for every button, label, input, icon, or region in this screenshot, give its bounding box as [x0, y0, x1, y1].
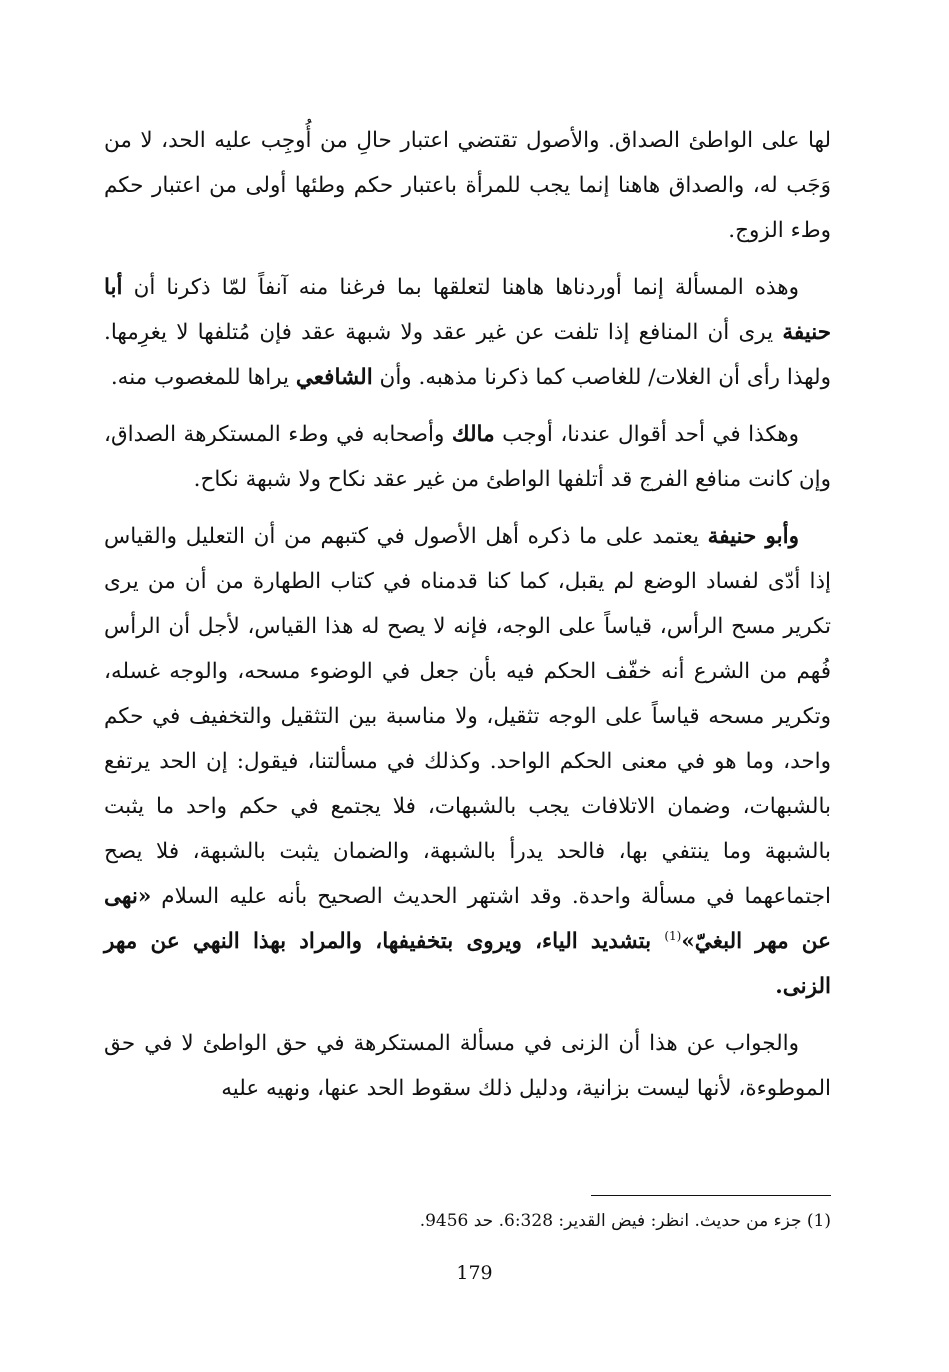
name-abu-hanifa-2: وأبو حنيفة [707, 524, 799, 549]
footnote: (1) جزء من حديث. انظر: فيض القدير: 6:328. حد 9456. [419, 1211, 831, 1231]
name-abu-hanifa: أبا حنيفة [104, 275, 831, 345]
paragraph-2-text-e: يراها للمغصوب منه. [110, 365, 296, 390]
paragraph-1-text: لها على الواطئ الصداق. والأصول تقتضي اعتبار حالِ من أُوجِب عليه الحد، لا من وَجَب له، والصداق هاهنا إنما يجب للمرأة باعتبار حكم وطئها أولى من اعتبار حكم وطء الزوج. [104, 128, 831, 243]
paragraph-1 [104, 118, 831, 253]
name-malik: مالك [451, 422, 495, 447]
paragraph-2-text-a: وهذه المسألة إنما أوردناها هاهنا لتعلقها بما فرغنا منه آنفاً لمّا ذكرنا أن [133, 275, 799, 300]
paragraph-4 [104, 514, 831, 1009]
paragraph-3-text-c: وأصحابه في وطء المستكرهة الصداق، وإن كانت منافع الفرج قد أتلفها الواطئ من غير عقد نكاح ولا شبهة نكاح. [104, 422, 831, 492]
hadith-quote: «نهى عن مهر البغيّ» [104, 884, 831, 954]
page-number: 179 [456, 1262, 493, 1284]
footnote-ref: (1) [664, 928, 682, 943]
footnote-divider [591, 1195, 831, 1196]
name-shafii: الشافعي [295, 365, 373, 390]
paragraph-3 [104, 412, 831, 502]
paragraph-5 [104, 1021, 831, 1111]
paragraph-4-bold-end: بتشديد الياء، ويروى بتخفيفها، والمراد بهذا النهي عن مهر الزنى. [104, 929, 831, 999]
page-body [104, 118, 831, 1123]
paragraph-5-text: والجواب عن هذا أن الزنى في مسألة المستكرهة في حق الواطئ لا في حق الموطوءة، لأنها ليست بزانية، ودليل ذلك سقوط الحد عنها، ونهيه عليه [104, 1031, 831, 1101]
paragraph-3-text-a: وهكذا في أحد أقوال عندنا، أوجب [494, 422, 799, 447]
paragraph-4-text-b: يعتمد على ما ذكره أهل الأصول في كتبهم من أن التعليل والقياس إذا أدّى لفساد الوضع لم يقبل، كما كنا قدمناه في كتاب الطهارة من أن من يرى تكرير مسح الرأس، قياساً على الوجه، فإنه لا يصح له هذا القياس، لأجل أن الرأس فُهم من الشرع أنه خفّف الحكم فيه بأن جعل في الوضوء مسحه، والوجه غسله، وتكرير مسحه قياساً على الوجه تثقيل، ولا مناسبة بين التثقيل والتخفيف في حكم واحد، وما هو في معنى الحكم الواحد. وكذلك في مسألتنا، فيقول: إن الحد يرتفع بالشبهات، وضمان الاتلافات يجب بالشبهات، فلا يجتمع في حكم واحد ما يثبت بالشبهة وما ينتفي بها، فالحد يدرأ بالشبهة، والضمان يثبت بالشبهة، فلا يصح اجتماعهما في مسألة واحدة. وقد اشتهر الحديث الصحيح بأنه عليه السلام [104, 524, 832, 909]
paragraph-2 [104, 265, 831, 400]
paragraph-2-text-c: يرى أن المنافع إذا تلفت عن غير عقد ولا شبهة عقد فإن مُتلفها لا يغرِمها. ولهذا رأى أن الغلات/ للغاصب كما ذكرنا مذهبه. وأن [104, 320, 831, 390]
